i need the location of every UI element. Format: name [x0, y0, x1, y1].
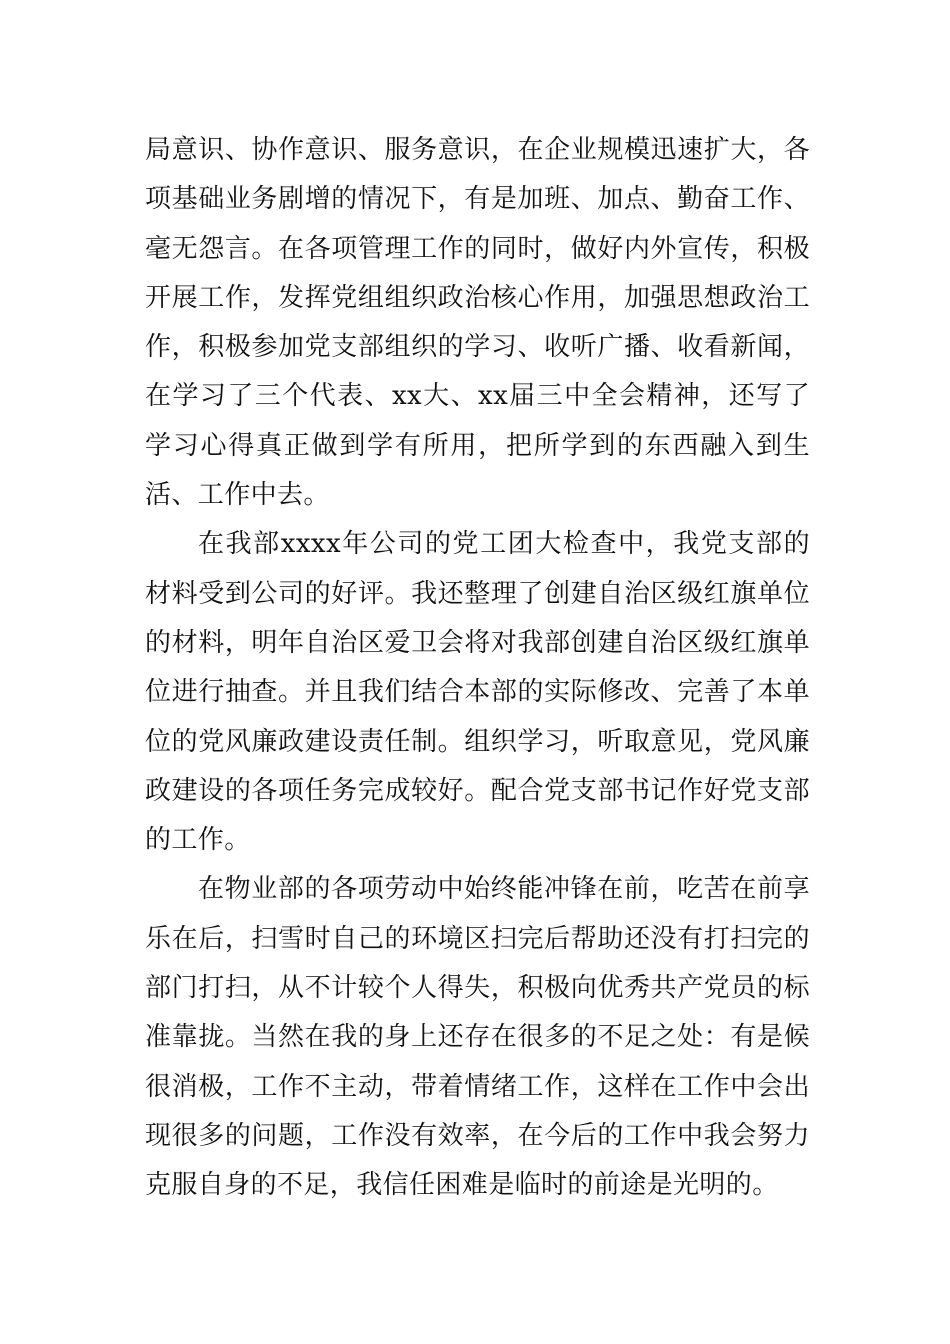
document-body: [145, 126, 810, 1211]
paragraph-2: 在我部xxxx年公司的党工团大检查中，我党支部的材料受到公司的好评。我还整理了创建自治区级红旗单位的材料，明年自治区爱卫会将对我部创建自治区级红旗单位进行抽查。并且我们结合本部的实际修改、完善了本单位的党风廉政建设责任制。组织学习，听取意见，党风廉政建设的各项任务完成较好。配合党支部书记作好党支部的工作。: [145, 529, 810, 856]
paragraph-3: 在物业部的各项劳动中始终能冲锋在前，吃苦在前享乐在后，扫雪时自己的环境区扫完后帮助还没有打扫完的部门打扫，从不计较个人得失，积极向优秀共产党员的标准靠拢。当然在我的身上还存在很多的不足之处：有是候很消极，工作不主动，带着情绪工作，这样在工作中会出现很多的问题，工作没有效率，在今后的工作中我会努力克服自身的不足，我信任困难是临时的前途是光明的。: [145, 874, 810, 1201]
paragraph-1: 局意识、协作意识、服务意识，在企业规模迅速扩大，各项基础业务剧增的情况下，有是加班、加点、勤奋工作、毫无怨言。在各项管理工作的同时，做好内外宣传，积极开展工作，发挥党组组织政治核心作用，加强思想政治工作，积极参加党支部组织的学习、收听广播、收看新闻，在学习了三个代表、xx大、xx届三中全会精神，还写了学习心得真正做到学有所用，把所学到的东西融入到生活、工作中去。: [145, 135, 810, 511]
